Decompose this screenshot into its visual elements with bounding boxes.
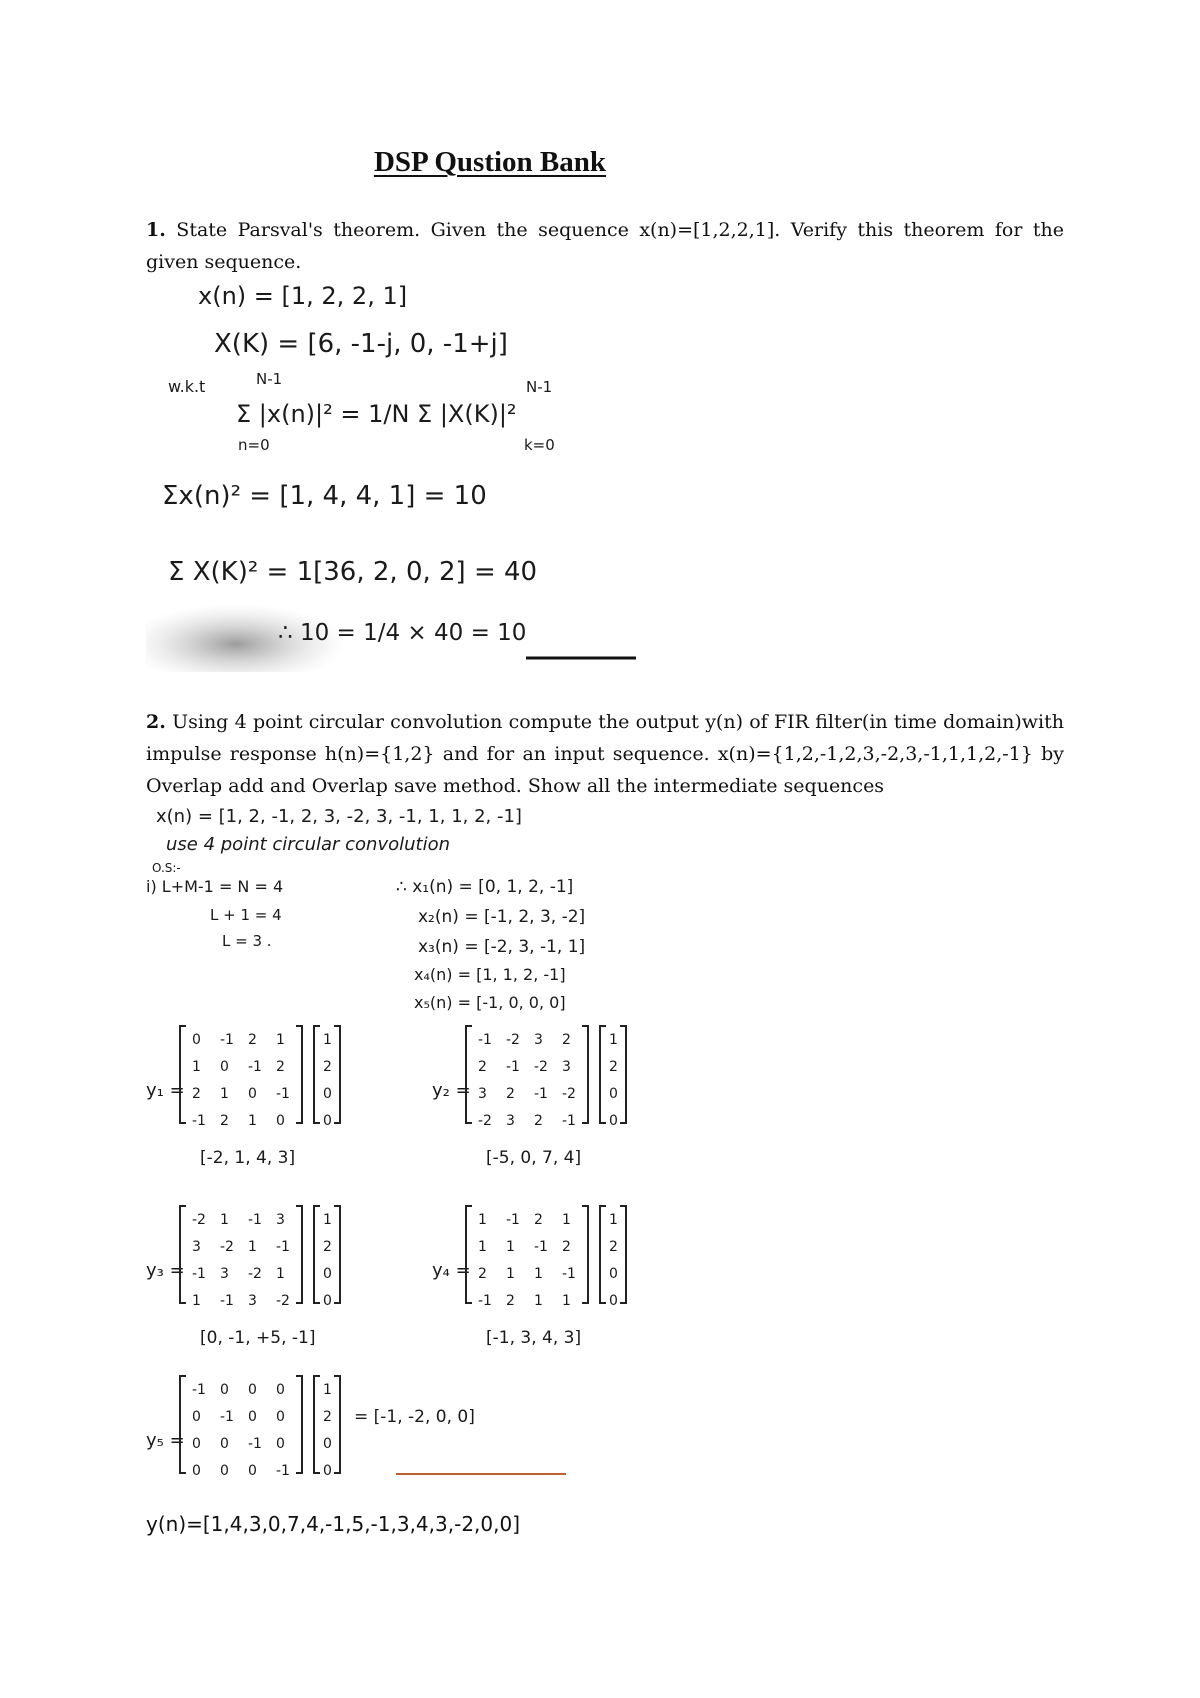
y4-vector-cell: 0 <box>609 1293 618 1309</box>
y4-matrix-cell: 1 <box>506 1239 515 1255</box>
y3-matrix-cell: 1 <box>276 1266 285 1282</box>
question-2-text: Using 4 point circular convolution compute the output y(n) of FIR filter(in time domain)with impulse response h(n)={1,2} and for an input sequence. x(n)={1,2,-1,2,3,-2,3,-1,1,1,2,-1} by Overlap add and Overlap save method. Show all the intermediate sequences <box>146 711 1065 797</box>
y3-matrix-cell: -1 <box>248 1212 262 1228</box>
y3-matrix-cell: -1 <box>220 1293 234 1309</box>
y3-matrix-cell: 3 <box>220 1266 229 1282</box>
y5-matrix-cell: 0 <box>220 1436 229 1452</box>
y1-matrix-cell: 2 <box>248 1032 257 1048</box>
q1-line-conclusion: ∴ 10 = 1/4 × 40 = 10 <box>278 620 527 646</box>
y3-vector-cell: 1 <box>323 1212 332 1228</box>
y5-matrix-cell: 0 <box>248 1409 257 1425</box>
y2-vector-left-bracket <box>600 1026 606 1123</box>
y2-matrix-cell: 3 <box>562 1059 571 1075</box>
y4-label: y₄ = <box>432 1260 471 1281</box>
y5-matrix-cell: 0 <box>276 1409 285 1425</box>
y1-matrix-left-bracket <box>180 1026 186 1123</box>
y1-matrix-cell: 1 <box>276 1032 285 1048</box>
y3-matrix-cell: -2 <box>192 1212 206 1228</box>
y4-matrix-left-bracket <box>466 1206 472 1303</box>
y2-result: [-5, 0, 7, 4] <box>486 1148 582 1168</box>
y5-vector-right-bracket <box>334 1376 340 1473</box>
y4-matrix-cell: -1 <box>506 1212 520 1228</box>
y2-matrix-cell: 3 <box>506 1113 515 1129</box>
y5-matrix-left-bracket <box>180 1376 186 1473</box>
y5-matrix-cell: 0 <box>248 1463 257 1479</box>
y4-vector-left-bracket <box>600 1206 606 1303</box>
matrix-y1 <box>146 1026 340 1168</box>
y4-matrix-cell: 1 <box>478 1239 487 1255</box>
q2-use: use 4 point circular convolution <box>166 834 451 855</box>
y3-matrix-cell: 3 <box>192 1239 201 1255</box>
y2-vector-right-bracket <box>620 1026 626 1123</box>
y3-vector-cell: 0 <box>323 1293 332 1309</box>
matrix-y5 <box>146 1376 475 1479</box>
y1-matrix-cell: 0 <box>248 1086 257 1102</box>
y5-matrix-cell: -1 <box>220 1409 234 1425</box>
y5-matrix-cell: -1 <box>276 1463 290 1479</box>
y2-matrix-cell: 2 <box>506 1086 515 1102</box>
q2-os: O.S:- <box>152 861 181 875</box>
y4-matrix-cell: 1 <box>478 1212 487 1228</box>
final-answer: y(n)=[1,4,3,0,7,4,-1,5,-1,3,4,3,-2,0,0] <box>146 1512 521 1536</box>
y4-matrix-cell: 2 <box>478 1266 487 1282</box>
y1-matrix-cell: -1 <box>192 1113 206 1129</box>
y5-matrix-cell: 0 <box>276 1382 285 1398</box>
y4-matrix-cell: 2 <box>506 1293 515 1309</box>
y2-label: y₂ = <box>432 1080 471 1101</box>
y4-matrix-cell: -1 <box>478 1293 492 1309</box>
y4-vector-cell: 1 <box>609 1212 618 1228</box>
y2-vector-cell: 0 <box>609 1113 618 1129</box>
y1-vector-cell: 0 <box>323 1113 332 1129</box>
y5-matrix-cell: 0 <box>220 1463 229 1479</box>
y2-matrix-cell: -1 <box>534 1086 548 1102</box>
y4-matrix-cell: -1 <box>534 1239 548 1255</box>
y3-matrix-right-bracket <box>296 1206 302 1303</box>
y4-matrix-cell: 1 <box>534 1293 543 1309</box>
y3-matrix-cell: -2 <box>276 1293 290 1309</box>
y3-vector-cell: 0 <box>323 1266 332 1282</box>
q1-line-xn-squared: Σx(n)² = [1, 4, 4, 1] = 10 <box>162 481 487 511</box>
y2-matrix-cell: -1 <box>506 1059 520 1075</box>
y2-matrix-cell: 2 <box>478 1059 487 1075</box>
y1-matrix-cell: 1 <box>220 1086 229 1102</box>
y2-matrix-cell: -2 <box>478 1113 492 1129</box>
q2-eq1: i) L+M-1 = N = 4 <box>146 877 284 896</box>
y1-vector-right-bracket <box>334 1026 340 1123</box>
y2-matrix-cell: -2 <box>534 1059 548 1075</box>
y2-matrix-cell: -2 <box>506 1032 520 1048</box>
y1-vector-cell: 0 <box>323 1086 332 1102</box>
y1-matrix-cell: 1 <box>248 1113 257 1129</box>
q2-x1: ∴ x₁(n) = [0, 1, 2, -1] <box>396 877 574 897</box>
question-1-text: State Parsval's theorem. Given the sequence x(n)=[1,2,2,1]. Verify this theorem for the given sequence. <box>146 219 1064 273</box>
question-2-number: 2. <box>146 711 166 733</box>
y1-matrix-cell: 2 <box>220 1113 229 1129</box>
q1-line-xk-squared: Σ X(K)² = 1[36, 2, 0, 2] = 40 <box>168 557 538 587</box>
y4-result: [-1, 3, 4, 3] <box>486 1328 582 1348</box>
y5-matrix-cell: 0 <box>192 1463 201 1479</box>
y1-vector-cell: 2 <box>323 1059 332 1075</box>
y5-matrix-cell: -1 <box>192 1382 206 1398</box>
y1-matrix-cell: 2 <box>192 1086 201 1102</box>
y3-matrix-left-bracket <box>180 1206 186 1303</box>
y4-matrix-cell: -1 <box>562 1266 576 1282</box>
y3-matrix-cell: -1 <box>276 1239 290 1255</box>
y4-vector-cell: 0 <box>609 1266 618 1282</box>
y3-matrix-cell: -2 <box>220 1239 234 1255</box>
y3-label: y₃ = <box>146 1260 185 1281</box>
q1-sum-upper-right: N-1 <box>526 378 553 396</box>
y3-result: [0, -1, +5, -1] <box>200 1328 316 1348</box>
question-1-number: 1. <box>146 219 166 241</box>
y2-matrix-cell: 2 <box>534 1113 543 1129</box>
y4-matrix-cell: 1 <box>534 1266 543 1282</box>
y1-matrix-cell: -1 <box>220 1032 234 1048</box>
y5-matrix-cell: 0 <box>248 1382 257 1398</box>
y5-vector-cell: 0 <box>323 1463 332 1479</box>
q1-sum-upper-left: N-1 <box>256 370 283 388</box>
y5-vector-cell: 0 <box>323 1436 332 1452</box>
q2-x3: x₃(n) = [-2, 3, -1, 1] <box>418 937 586 957</box>
q2-xn: x(n) = [1, 2, -1, 2, 3, -2, 3, -1, 1, 1, 2, -1] <box>156 806 522 827</box>
y1-matrix-cell: 0 <box>276 1113 285 1129</box>
y5-matrix-cell: 0 <box>192 1409 201 1425</box>
y2-matrix-cell: -1 <box>478 1032 492 1048</box>
y4-matrix-cell: 2 <box>534 1212 543 1228</box>
y2-vector-cell: 2 <box>609 1059 618 1075</box>
q2-eq2: L + 1 = 4 <box>210 906 282 924</box>
matrix-y3 <box>146 1206 340 1348</box>
y1-matrix-cell: -1 <box>276 1086 290 1102</box>
q2-eq3: L = 3 . <box>222 932 272 950</box>
y1-matrix-cell: 2 <box>276 1059 285 1075</box>
q1-sum-lower-left: n=0 <box>238 436 270 454</box>
q1-line-xn: x(n) = [1, 2, 2, 1] <box>198 282 408 310</box>
y5-matrix-cell: 0 <box>220 1382 229 1398</box>
y5-vector-left-bracket <box>314 1376 320 1473</box>
y5-result: = [-1, -2, 0, 0] <box>354 1407 475 1427</box>
q2-x4: x₄(n) = [1, 1, 2, -1] <box>414 965 566 984</box>
y2-matrix-cell: 3 <box>534 1032 543 1048</box>
y2-matrix-cell: -2 <box>562 1086 576 1102</box>
y4-matrix-cell: 2 <box>562 1239 571 1255</box>
y1-matrix-cell: 0 <box>220 1059 229 1075</box>
y1-matrix-cell: 1 <box>192 1059 201 1075</box>
y2-matrix-cell: 2 <box>562 1032 571 1048</box>
y3-matrix-cell: 3 <box>276 1212 285 1228</box>
question-2 <box>146 706 1064 802</box>
y3-matrix-cell: 1 <box>220 1212 229 1228</box>
y5-matrix-cell: 0 <box>276 1436 285 1452</box>
y1-matrix-cell: 0 <box>192 1032 201 1048</box>
question-2-handwritten-solution <box>146 800 706 1480</box>
q1-line-xk: X(K) = [6, -1-j, 0, -1+j] <box>214 329 508 359</box>
y2-vector-cell: 1 <box>609 1032 618 1048</box>
y2-matrix-cell: -1 <box>562 1113 576 1129</box>
page-title: DSP Qustion Bank <box>373 146 607 178</box>
matrix-y2 <box>432 1026 626 1168</box>
y4-matrix-cell: 1 <box>562 1212 571 1228</box>
q1-sum-lower-right: k=0 <box>524 436 555 454</box>
y2-matrix-left-bracket <box>466 1026 472 1123</box>
q1-parseval-equation: Σ |x(n)|² = 1/N Σ |X(K)|² <box>236 400 517 428</box>
y1-matrix-right-bracket <box>296 1026 302 1123</box>
matrix-y4 <box>432 1206 626 1348</box>
y1-matrix-cell: -1 <box>248 1059 262 1075</box>
y5-matrix-cell: 0 <box>192 1436 201 1452</box>
question-1 <box>146 214 1064 278</box>
y1-vector-left-bracket <box>314 1026 320 1123</box>
y5-vector-cell: 1 <box>323 1382 332 1398</box>
y5-matrix-right-bracket <box>296 1376 302 1473</box>
y5-label: y₅ = <box>146 1430 185 1451</box>
y3-vector-right-bracket <box>334 1206 340 1303</box>
y5-matrix-cell: -1 <box>248 1436 262 1452</box>
q2-x5: x₅(n) = [-1, 0, 0, 0] <box>414 993 566 1012</box>
y4-matrix-right-bracket <box>582 1206 588 1303</box>
y5-vector-cell: 2 <box>323 1409 332 1425</box>
y4-vector-cell: 2 <box>609 1239 618 1255</box>
y3-matrix-cell: 1 <box>192 1293 201 1309</box>
y1-label: y₁ = <box>146 1080 185 1101</box>
y4-matrix-cell: 1 <box>562 1293 571 1309</box>
q1-wkt: w.k.t <box>168 377 206 396</box>
y3-matrix-cell: -1 <box>192 1266 206 1282</box>
y3-matrix-cell: 3 <box>248 1293 257 1309</box>
y3-matrix-cell: -2 <box>248 1266 262 1282</box>
y2-vector-cell: 0 <box>609 1086 618 1102</box>
y3-vector-left-bracket <box>314 1206 320 1303</box>
question-1-handwritten-solution <box>146 272 766 672</box>
y1-result: [-2, 1, 4, 3] <box>200 1148 296 1168</box>
y1-vector-cell: 1 <box>323 1032 332 1048</box>
y3-vector-cell: 2 <box>323 1239 332 1255</box>
y2-matrix-cell: 3 <box>478 1086 487 1102</box>
y4-vector-right-bracket <box>620 1206 626 1303</box>
y4-matrix-cell: 1 <box>506 1266 515 1282</box>
y3-matrix-cell: 1 <box>248 1239 257 1255</box>
y2-matrix-right-bracket <box>582 1026 588 1123</box>
q2-x2: x₂(n) = [-1, 2, 3, -2] <box>418 907 586 927</box>
